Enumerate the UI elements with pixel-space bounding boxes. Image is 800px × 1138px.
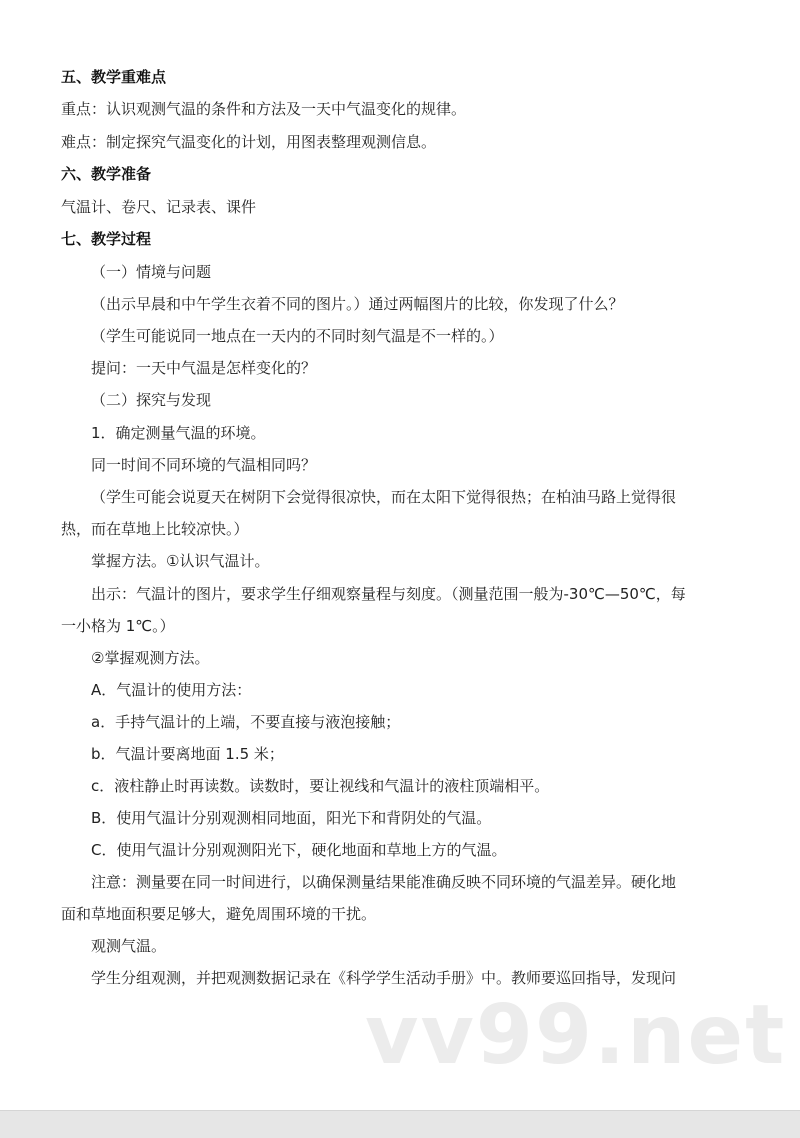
paragraph: 掌握方法。①认识气温计。	[91, 552, 270, 570]
paragraph: （出示早晨和中午学生衣着不同的图片。）通过两幅图片的比较，你发现了什么？	[91, 295, 624, 313]
paragraph: ②掌握观测方法。	[91, 649, 210, 667]
list-item: C．使用气温计分别观测阳光下，硬化地面和草地上方的气温。	[91, 841, 507, 859]
paragraph: （学生可能会说夏天在树阴下会觉得很凉快，而在太阳下觉得很热；在柏油马路上觉得很	[91, 488, 677, 506]
section-7-heading: 七、教学过程	[61, 230, 152, 248]
list-item: B．使用气温计分别观测相同地面，阳光下和背阴处的气温。	[91, 809, 492, 827]
paragraph: 观测气温。	[91, 937, 167, 955]
preparation-items: 气温计、卷尺、记录表、课件	[61, 198, 257, 216]
paragraph: 热，而在草地上比较凉快。）	[61, 520, 249, 538]
list-item: A．气温计的使用方法：	[91, 681, 252, 699]
page-footer-bar	[0, 1110, 800, 1138]
list-item: c．液柱静止时再读数。读数时，要让视线和气温计的液柱顶端相平。	[91, 777, 550, 795]
difficult-point-text: 难点：制定探究气温变化的计划，用图表整理观测信息。	[61, 133, 437, 151]
subsection-1-title: （一）情境与问题	[91, 263, 212, 281]
key-point-text: 重点：认识观测气温的条件和方法及一天中气温变化的规律。	[61, 100, 467, 118]
paragraph: 一小格为 1℃。）	[61, 617, 175, 635]
section-6-heading: 六、教学准备	[61, 165, 152, 183]
paragraph: （学生可能说同一地点在一天内的不同时刻气温是不一样的。）	[91, 327, 504, 345]
paragraph: 同一时间不同环境的气温相同吗？	[91, 456, 317, 474]
paragraph: 面和草地面积要足够大，避免周围环境的干扰。	[61, 905, 377, 923]
list-item: a．手持气温计的上端，不要直接与液泡接触；	[91, 713, 401, 731]
watermark: vv99.net	[365, 988, 787, 1083]
subsection-2-title: （二）探究与发现	[91, 391, 212, 409]
paragraph: 1．确定测量气温的环境。	[91, 424, 266, 442]
paragraph: 注意：测量要在同一时间进行，以确保测量结果能准确反映不同环境的气温差异。硬化地	[91, 873, 677, 891]
paragraph: 学生分组观测，并把观测数据记录在《科学学生活动手册》中。教师要巡回指导，发现问	[91, 969, 677, 987]
section-5-heading: 五、教学重难点	[61, 68, 167, 86]
paragraph: 出示：气温计的图片，要求学生仔细观察量程与刻度。（测量范围一般为-30℃—50℃，每	[91, 585, 686, 603]
list-item: b．气温计要离地面 1.5 米；	[91, 745, 284, 763]
paragraph: 提问：一天中气温是怎样变化的？	[91, 359, 317, 377]
